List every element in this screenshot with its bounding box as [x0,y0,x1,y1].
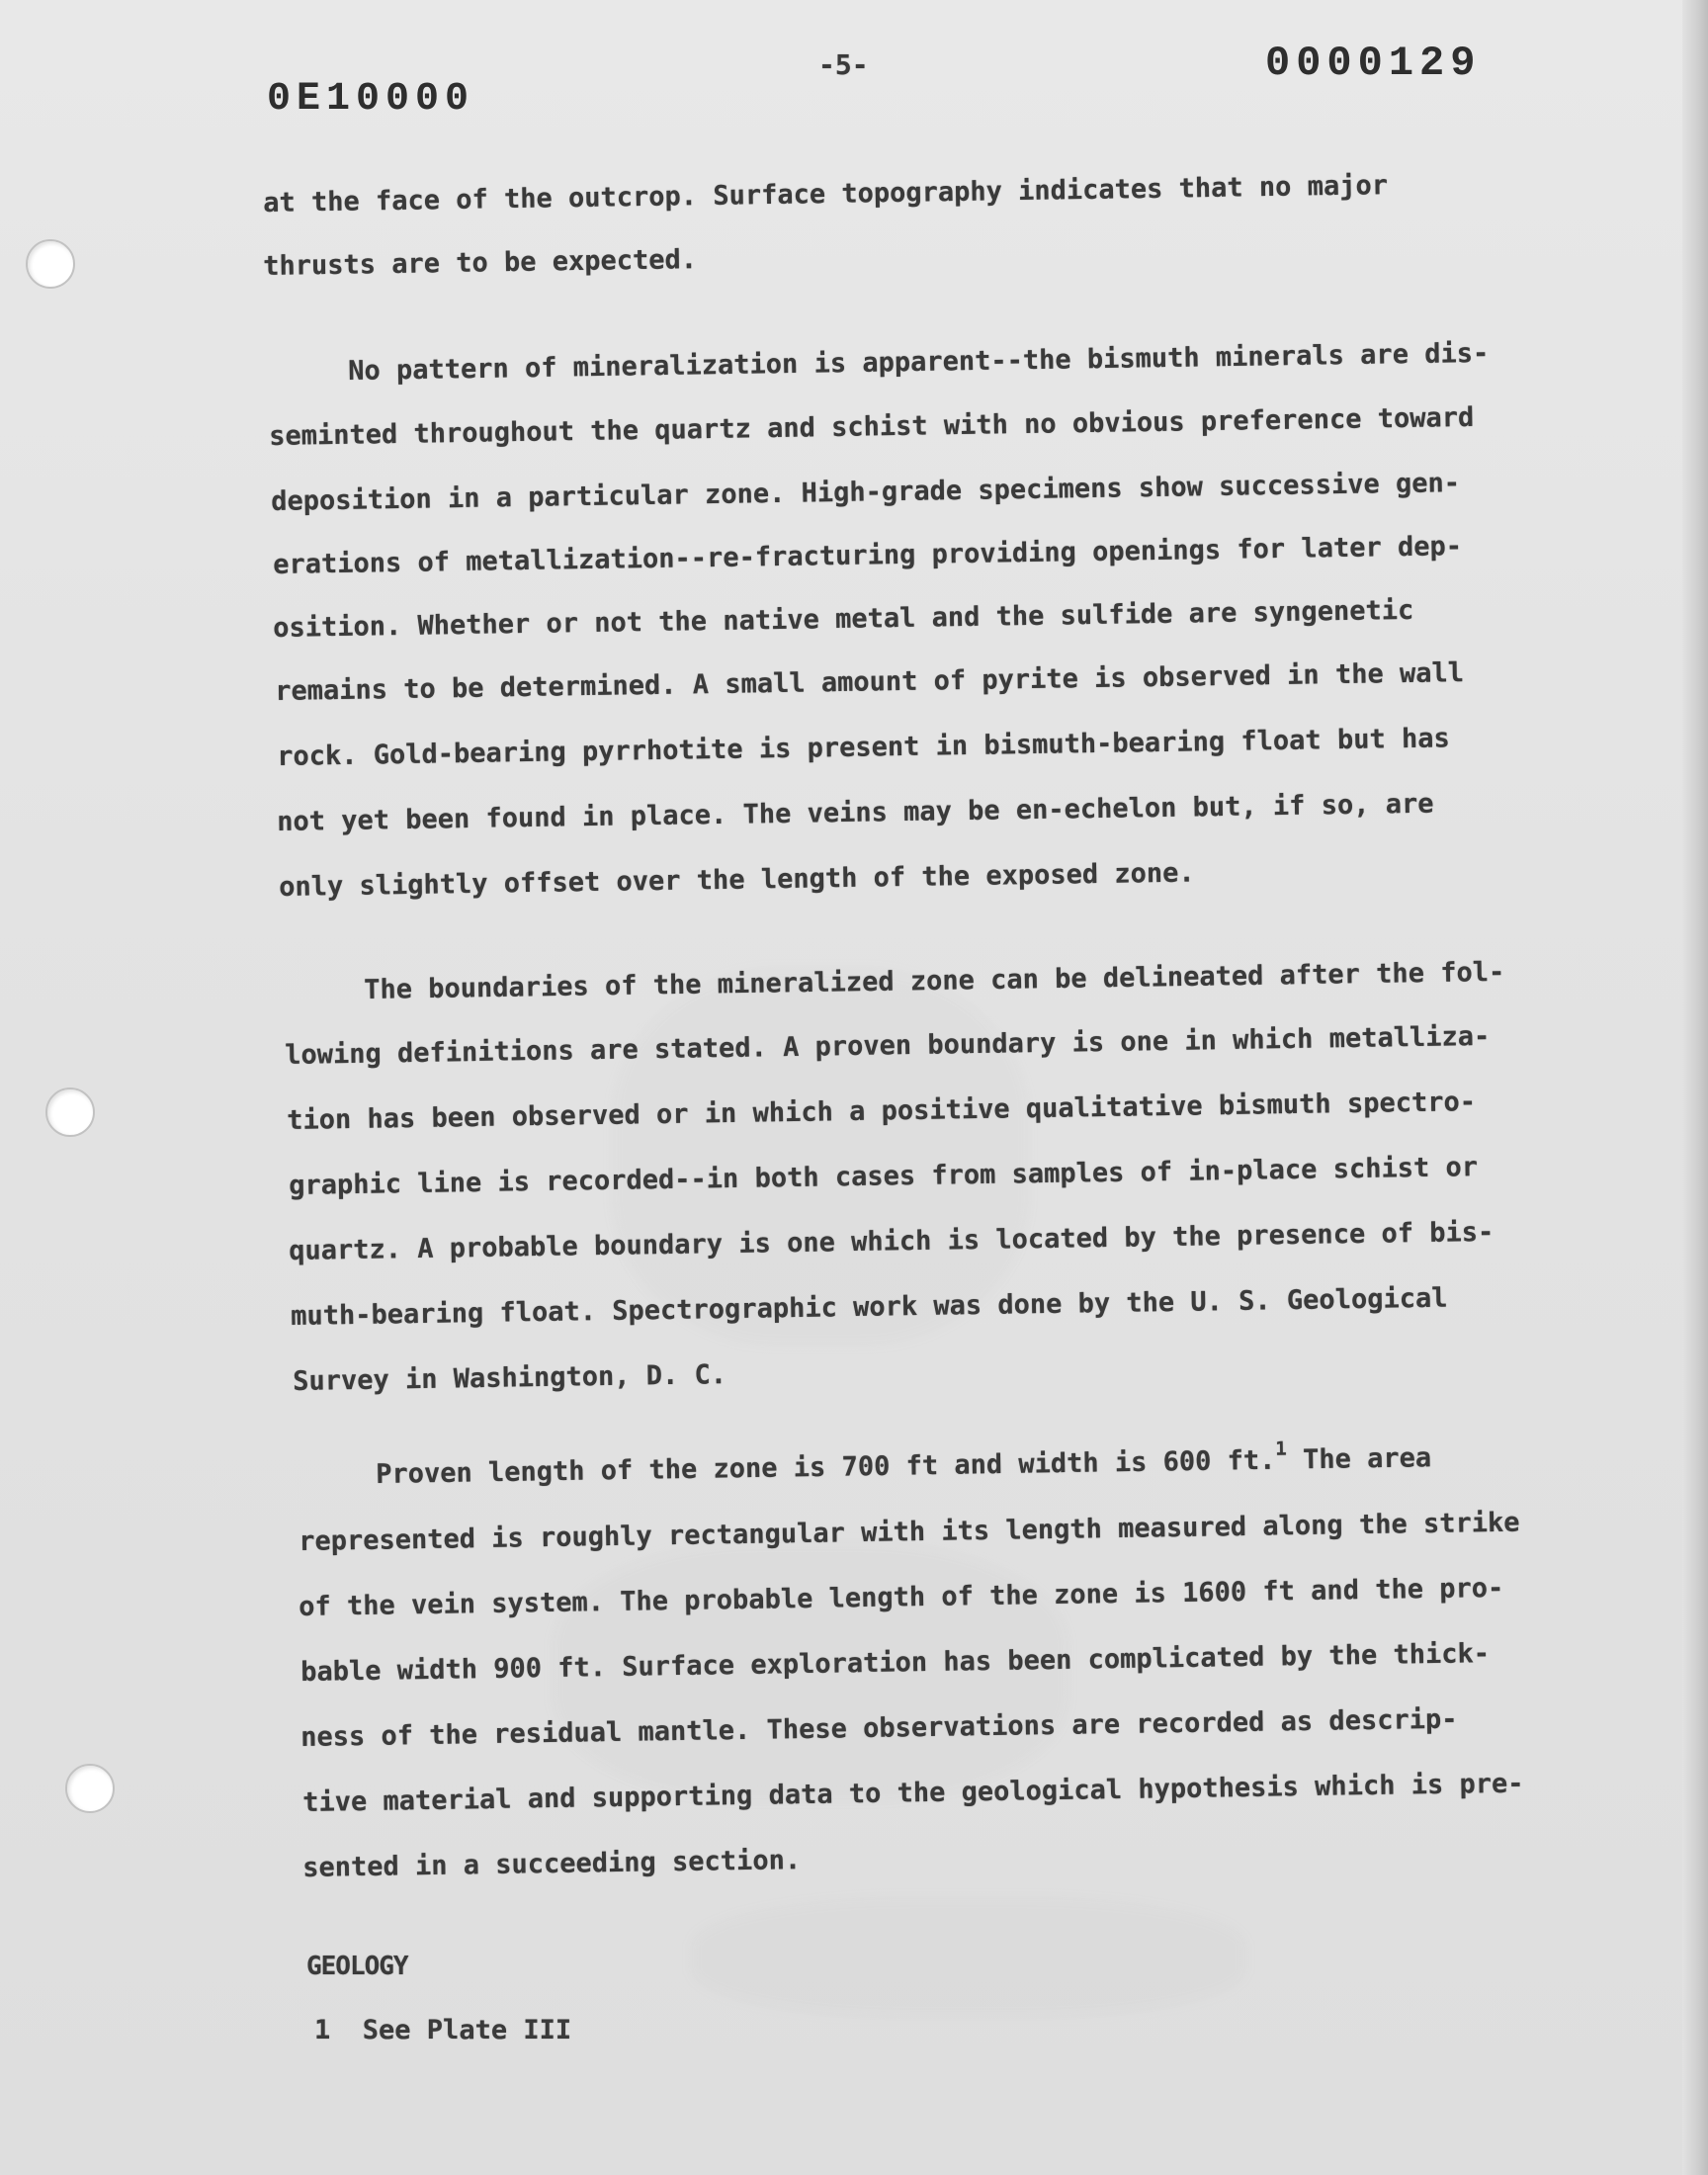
paragraph-line: bable width 900 ft. Surface exploration has been complicated by the thick- [299,1638,1491,1688]
paragraph-line: Survey in Washington, D. C. [292,1359,727,1397]
document-stamp-right: 0000129 [1265,40,1482,87]
section-heading: GEOLOGY [306,1952,408,1981]
paragraph-line: quartz. A probable boundary is one which is located by the presence of bis- [288,1216,1494,1266]
paragraph-line: tion has been observed or in which a positive qualitative bismuth spectro- [286,1087,1477,1136]
punch-hole-middle [45,1088,95,1137]
punch-hole-top [26,239,75,289]
paragraph-line: muth-bearing float. Spectrographic work was done by the U. S. Geological [290,1282,1448,1332]
paragraph-line: at the face of the outcrop. Surface topography indicates that no major [262,170,1389,218]
paragraph-line: The boundaries of the mineralized zone can be delineated after the fol- [363,956,1505,1005]
paragraph-text: Proven length of the zone is 700 ft and width is 600 ft. [375,1444,1276,1490]
paragraph-line: osition. Whether or not the native metal and the sulfide are syngenetic [272,594,1414,644]
paragraph-line: not yet been found in place. The veins may be en-echelon but, if so, are [276,788,1434,837]
footnote-marker: 1 [314,2015,331,2045]
paragraph-line: erations of metallization--re-fracturing providing openings for later dep- [272,531,1463,580]
punch-hole-bottom [65,1764,115,1813]
paragraph-line: No pattern of mineralization is apparent--the bismuth minerals are dis- [347,337,1490,387]
paragraph-line: lowing definitions are stated. A proven boundary is one in which metalliza- [284,1020,1491,1071]
footnote-reference: 1 [1275,1437,1287,1460]
paragraph-line: tive material and supporting data to the geological hypothesis which is pre- [301,1768,1524,1818]
document-stamp-left: 0E10000 [267,77,475,122]
bleed-through-mark [613,969,1028,1345]
footnote-text: See Plate III [362,2015,572,2045]
footnote [314,2017,571,2044]
paragraph-line: represented is roughly rectangular with its length measured along the strike [298,1507,1520,1557]
bleed-through-mark [692,1898,1245,2017]
paragraph-line: of the vein system. The probable length of the zone is 1600 ft and the pro- [298,1572,1504,1622]
paragraph-text: The area [1286,1442,1432,1476]
paragraph-line: deposition in a particular zone. High-grade specimens show successive gen- [270,468,1461,517]
paragraph-line: only slightly offset over the length of the exposed zone. [278,857,1195,903]
paragraph-line: remains to be determined. A small amount of pyrite is observed in the wall [274,657,1465,707]
page-number: -5- [818,48,869,81]
paragraph-line: thrusts are to be expected. [262,244,698,282]
paragraph-line: sented in a succeeding section. [301,1845,802,1883]
paragraph-line: graphic line is recorded--in both cases from samples of in-place schist or [288,1152,1479,1201]
paragraph-line: rock. Gold-bearing pyrrhotite is present in bismuth-bearing float but has [276,723,1450,772]
paragraph-line [375,1437,1432,1490]
paragraph-line: ness of the residual mantle. These observations are recorded as descrip- [299,1703,1458,1753]
paragraph-line: seminted throughout the quartz and schist with no obvious preference toward [268,401,1475,452]
page-edge-shadow [1682,0,1708,2175]
